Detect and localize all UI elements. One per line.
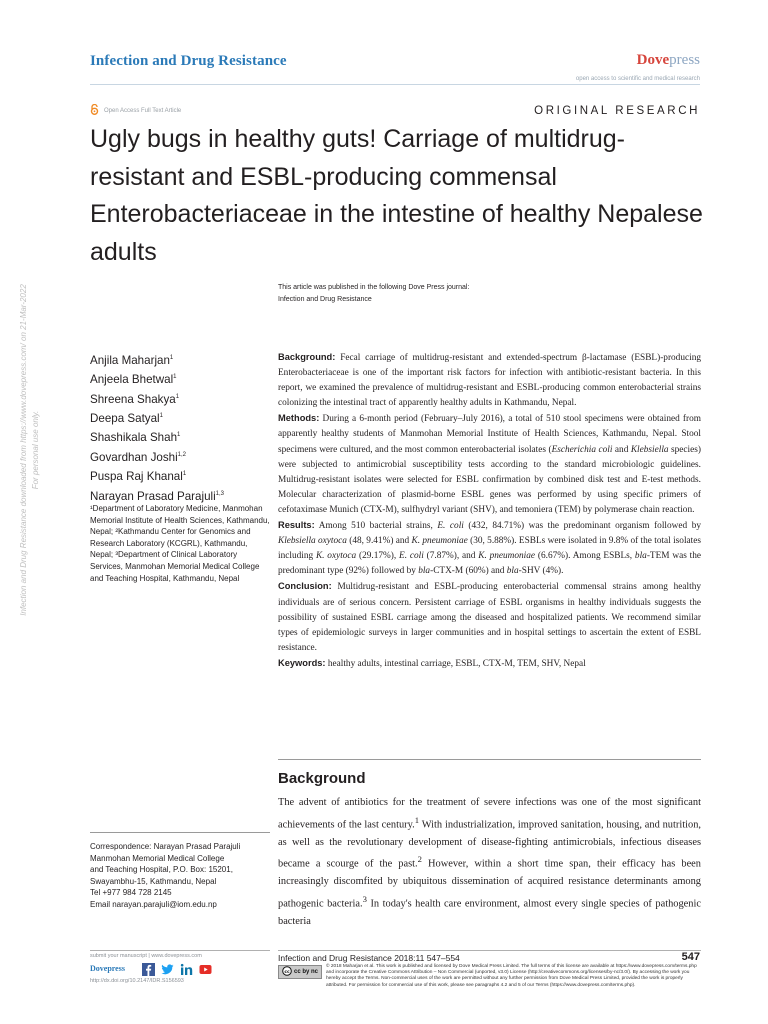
footer-divider-left bbox=[90, 950, 270, 951]
twitter-icon[interactable] bbox=[161, 963, 174, 976]
author: Anjeela Bhetwal$^1$ bbox=[90, 373, 177, 387]
svg-text:cc: cc bbox=[284, 969, 290, 975]
open-access-text: Open Access Full Text Article bbox=[104, 107, 182, 114]
page-number: 547 bbox=[681, 951, 700, 963]
author: Narayan Prasad Parajuli$^{1,3}$ bbox=[90, 489, 225, 503]
author: Shashikala Shah$^1$ bbox=[90, 431, 181, 445]
correspondence-email[interactable]: Email narayan.parajuli@iom.edu.np bbox=[90, 899, 217, 909]
publication-note bbox=[278, 282, 469, 306]
social-links bbox=[142, 963, 212, 976]
abstract-conclusion: Conclusion: Multidrug-resistant and ESBL-producing enterobacterial commensal strains among healthy individuals are of serious concern. Persistent carriage of ESBL organisms in healthy individuals suggests the possibility of sustained ESBL carriage among the diseased and hospitalized patients. We recommend similar types of epidemiologic surveys in larger communities and in hospital settings to ascertain the extent of ESBL resistance. bbox=[278, 581, 701, 653]
youtube-icon[interactable] bbox=[199, 963, 212, 976]
author: Puspa Raj Khanal$^1$ bbox=[90, 470, 187, 484]
abstract-keywords: Keywords: healthy adults, intestinal carriage, ESBL, CTX-M, TEM, SHV, Nepal bbox=[278, 657, 586, 669]
abstract-divider bbox=[278, 759, 701, 760]
background-paragraph: The advent of antibiotics for the treatment of severe infections was one of the most significant achievements of the last century.$^1$ With industrialization, improved sanitation, housing, and nutrition, as well as the revolutionary development of disease-fighting antimicrobials, infectious diseases became a scourge of the past.$^2$ However, within a short time span, their efficacy has been increasingly discomfited by ubiquitous dissemination of acquired resistance determinants among pathogenic bacteria.$^3$ In today's health care environment, almost every single species of pathogenic bacteria bbox=[278, 797, 701, 927]
author: Deepa Satyal$^1$ bbox=[90, 411, 163, 425]
abstract-methods: Methods: During a 6-month period (February–July 2016), a total of 510 stool specimens were obtained from apparently healthy students of Manmohan Memorial Institute of Health Sciences, Kathmandu, Nepal. Stool specimens were cultured, and the most common enterobacterial isolates (Escherichia coli and Klebsiella species) were subjected to antimicrobial susceptibility tests according to the standard microbiologic guidelines. Multidrug-resistant isolates were selected for ESBL confirmation by combined disk test and E-test methods. Molecular characterization of plasmid-borne ESBL genes was performed by using specific primers of cefotaximase Munich (CTX-M), sulfhydryl variant (SHV), and temoniera (TEM) by polymerase chain reaction. bbox=[278, 413, 702, 515]
brand-dove: Dove bbox=[636, 52, 670, 68]
article-title: Ugly bugs in healthy guts! Carriage of multidrug-resistant and ESBL-producing commensal Enterobacteriaceae in the intestine of healthy Nepalese adults bbox=[90, 125, 703, 266]
license-statement: © 2018 Maharjan et al. This work is published and licensed by Dove Medical Press Limited. The full terms of this license are available at https://www.dovepress.com/terms.php and incorporate the Creative Commons Attribution – Non Commercial (unported, v3.0) License (http://creativecommons.org/licenses/by-nc/3.0/). By accessing the work you hereby accept the Terms. Non-commercial uses of the work are permitted without any further permission from Dove Medical Press Limited, provided the work is properly attributed. For permission for commercial use of this work, please see paragraphs 4.2 and 5 of our Terms (https://www.dovepress.com/terms.php). bbox=[326, 964, 697, 988]
abstract bbox=[278, 350, 701, 672]
reference-link[interactable]: 3 bbox=[362, 893, 367, 904]
header-divider bbox=[90, 84, 700, 85]
reference-link[interactable]: 1 bbox=[414, 814, 420, 825]
brand-press: press bbox=[669, 52, 700, 68]
footer-divider-right bbox=[278, 950, 701, 951]
footer-brand[interactable]: Dovepress bbox=[90, 964, 125, 973]
brand-tagline: open access to scientific and medical research bbox=[575, 76, 700, 82]
author: Govardhan Joshi$^{1,2}$ bbox=[90, 450, 186, 464]
publication-note-journal[interactable]: Infection and Drug Resistance bbox=[278, 296, 372, 303]
affiliations: ¹Department of Laboratory Medicine, Manmohan Memorial Institute of Health Sciences, Kathmandu, Nepal; ²Kathmandu Center for Genomics and Research Laboratory (KCGRL), Kathmandu, Nepal; ³Department of Clinical Laboratory Services, Manmohan Memorial Medical College and Teaching Hospital, Kathmandu, Nepal bbox=[90, 504, 270, 583]
open-access-icon bbox=[90, 104, 99, 117]
author-list bbox=[90, 350, 224, 505]
open-access-label bbox=[90, 104, 181, 117]
download-watermark: Infection and Drug Resistance downloaded from https://www.dovepress.com/ on 21-Mar-2022 For personal use only. bbox=[19, 284, 40, 616]
cc-license-badge[interactable] bbox=[278, 965, 322, 979]
license-badge-text: cc by nc bbox=[293, 969, 318, 975]
author: Shreena Shakya$^1$ bbox=[90, 392, 180, 406]
reference-link[interactable]: 2 bbox=[417, 854, 422, 865]
correspondence-divider bbox=[90, 832, 270, 833]
article-type: ORIGINAL RESEARCH bbox=[534, 105, 700, 117]
submit-manuscript-link[interactable]: submit your manuscript | www.dovepress.com bbox=[90, 953, 202, 959]
linkedin-icon[interactable] bbox=[180, 963, 193, 976]
publication-note-line1: This article was published in the following Dove Press journal: bbox=[278, 284, 470, 291]
correspondence: Correspondence: Narayan Prasad Parajuli Manmohan Memorial Medical College and Teaching Hospital, P.O. Box: 15201, Swayambhu-15, Kathmandu, Nepal Tel +977 984 728 2145 Email narayan.parajuli@iom.edu.np bbox=[90, 841, 270, 911]
footer-citation: Infection and Drug Resistance 2018:11 547–554 bbox=[278, 953, 460, 963]
section-heading-background: Background bbox=[278, 770, 366, 787]
abstract-background: Background: Fecal carriage of multidrug-resistant and extended-spectrum β-lactamase (ESBL)-producing Enterobacteriaceae is one of the important risk factors for infection with antibiotic-resistant bacteria. In this report, we examined the prevalence of multidrug-resistant and ESBL-producing common enterobacterial strains colonizing the intestinal tract of apparently healthy adults in Kathmandu, Nepal. bbox=[278, 352, 701, 409]
facebook-icon[interactable] bbox=[142, 963, 155, 976]
dovepress-logo[interactable] bbox=[637, 52, 700, 69]
author: Anjila Maharjan$^1$ bbox=[90, 353, 174, 367]
abstract-results: Results: Among 510 bacterial strains, E. coli (432, 84.71%) was the predominant organism followed by Klebsiella oxytoca (48, 9.41%) and K. pneumoniae (30, 5.88%). ESBLs were isolated in 9.8% of the total isolates including K. oxytoca (29.17%), E. coli (7.87%), and K. pneumoniae (6.67%). Among ESBLs, bla-TEM was the predominant type (92%) followed by bla-CTX-M (60%) and bla-SHV (4%). bbox=[278, 520, 701, 577]
creative-commons-icon bbox=[282, 966, 292, 978]
journal-name[interactable]: Infection and Drug Resistance bbox=[90, 53, 287, 69]
doi-link[interactable]: http://dx.doi.org/10.2147/IDR.S156593 bbox=[90, 978, 184, 984]
